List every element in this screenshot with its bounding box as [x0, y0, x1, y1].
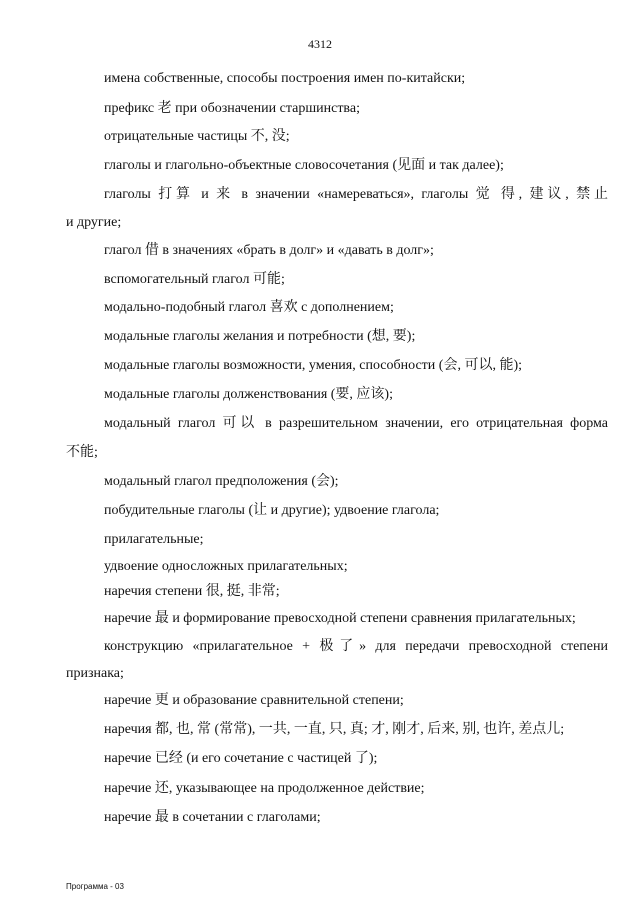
text-line: наречие 还, указывающее на продолженное действие;: [104, 781, 425, 796]
text-line-justified: конструкцию «прилагательное + 极了» для передачи превосходной степени: [104, 639, 608, 654]
text-line: наречие 已经 (и его сочетание с частицей 了);: [104, 751, 378, 766]
text-line: наречие 最 в сочетании с глаголами;: [104, 810, 321, 825]
text-line: префикс 老 при обозначении старшинства;: [104, 101, 360, 116]
text-line: отрицательные частицы 不, 没;: [104, 129, 290, 144]
text-line: наречия 都, 也, 常 (常常), 一共, 一直, 只, 真; 才, 刚才, 后来, 别, 也许, 差点儿;: [104, 722, 565, 737]
text-line: наречие 最 и формирование превосходной степени сравнения прилагательных;: [104, 611, 576, 626]
text-line: удвоение односложных прилагательных;: [104, 559, 348, 574]
text-line-continuation: и другие;: [66, 215, 122, 230]
text-line-continuation: 不能;: [66, 445, 98, 460]
text-line: модальный глагол предположения (会);: [104, 474, 339, 489]
text-line: прилагательные;: [104, 532, 204, 547]
text-line-justified: модальный глагол 可以 в разрешительном значении, его отрицательная форма: [104, 416, 608, 431]
page-number: 4312: [308, 37, 332, 51]
text-line: модальные глаголы долженствования (要, 应该);: [104, 387, 393, 402]
text-line: глаголы и глагольно-объектные словосочетания (见面 и так далее);: [104, 158, 504, 173]
footer-label: Программа - 03: [66, 882, 124, 891]
text-line: побудительные глаголы (让 и другие); удвоение глагола;: [104, 503, 440, 518]
text-line: наречие 更 и образование сравнительной степени;: [104, 693, 404, 708]
text-line: вспомогательный глагол 可能;: [104, 272, 285, 287]
text-line-continuation: признака;: [66, 666, 124, 681]
text-line: модально-подобный глагол 喜欢 с дополнением;: [104, 300, 394, 315]
text-line-justified: глаголы 打算 и 来 в значении «намереваться», глаголы 觉 得, 建议, 禁止: [104, 187, 608, 202]
text-line: наречия степени 很, 挺, 非常;: [104, 584, 280, 599]
text-line: имена собственные, способы построения имен по-китайски;: [104, 71, 466, 86]
text-line: модальные глаголы возможности, умения, способности (会, 可以, 能);: [104, 358, 523, 373]
text-line: модальные глаголы желания и потребности (想, 要);: [104, 329, 416, 344]
text-line: глагол 借 в значениях «брать в долг» и «давать в долг»;: [104, 243, 434, 258]
